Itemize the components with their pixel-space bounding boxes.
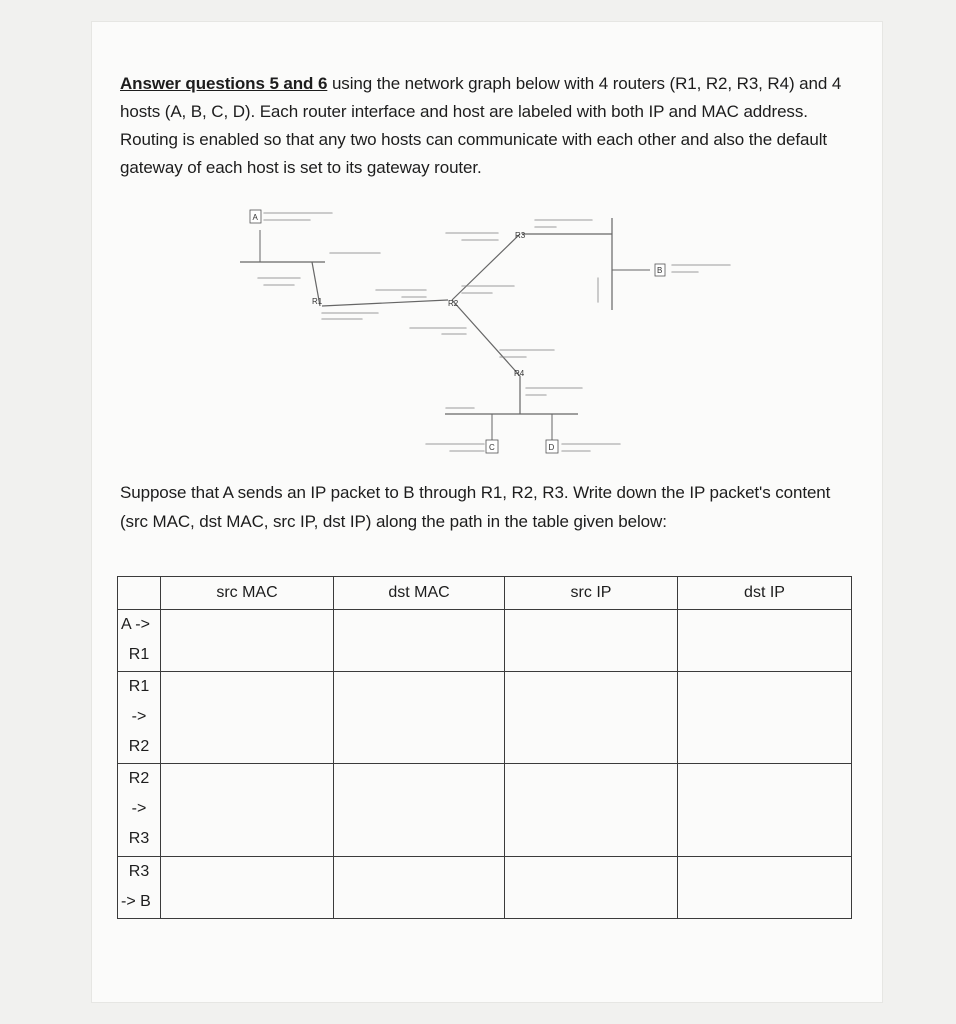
header-src-ip: src IP [505, 577, 678, 610]
host-a-label: A [252, 213, 258, 222]
cell-src-ip[interactable] [505, 672, 678, 764]
network-graph [230, 200, 770, 465]
hop-r1-r2 [118, 672, 161, 764]
packet-path-table [117, 576, 852, 919]
table-row [118, 610, 852, 672]
hop-text: R3 [128, 830, 150, 848]
header-src-mac: src MAC [161, 577, 334, 610]
hop-text: R2 [128, 738, 150, 755]
hop-text: R2 [128, 770, 150, 788]
cell-dst-ip[interactable] [678, 856, 852, 918]
hop-a-r1 [118, 610, 161, 672]
link-r1-r2 [322, 300, 448, 306]
cell-dst-ip[interactable] [678, 610, 852, 672]
cell-dst-mac[interactable] [334, 610, 505, 672]
cell-dst-mac[interactable] [334, 672, 505, 764]
cell-src-ip[interactable] [505, 856, 678, 918]
address-annotations [258, 213, 730, 451]
router-r4-label: R4 [514, 369, 525, 378]
cell-dst-ip[interactable] [678, 672, 852, 764]
host-d-label: D [548, 443, 555, 452]
network-diagram [230, 200, 770, 465]
hop-text: -> [131, 800, 147, 818]
link-r2-r4 [452, 300, 520, 376]
cell-src-mac[interactable] [161, 764, 334, 856]
intro-paragraph [120, 70, 860, 182]
header-blank [118, 577, 161, 610]
hop-text: R1 [128, 678, 150, 695]
header-dst-ip: dst IP [678, 577, 852, 610]
router-r2-label: R2 [448, 299, 459, 308]
cell-dst-mac[interactable] [334, 856, 505, 918]
hop-text: R3 [128, 862, 150, 880]
cell-src-ip[interactable] [505, 610, 678, 672]
router-r1-label: R1 [312, 297, 323, 306]
table-row [118, 856, 852, 918]
hop-text: -> B [121, 892, 151, 910]
hop-text: A -> [121, 616, 150, 633]
table-row [118, 672, 852, 764]
question-text: Suppose that A sends an IP packet to B through R1, R2, R3. Write down the IP packet's content (src MAC, dst MAC, src IP, dst IP) along the path in the table given below: [120, 483, 831, 531]
router-r3-label: R3 [515, 231, 526, 240]
host-b-label: B [657, 266, 663, 275]
hop-r3-b [118, 856, 161, 918]
table-row [118, 764, 852, 856]
header-dst-mac: dst MAC [334, 577, 505, 610]
cell-src-ip[interactable] [505, 764, 678, 856]
intro-text: using the network graph below with 4 routers (R1, R2, R3, R4) and 4 hosts (A, B, C, D). Each router interface and host are labeled with both IP and MAC address. Routing is enabled so that any two hosts can communicate with each other and also the default gateway of each host is set to its gateway router. [120, 74, 842, 177]
link-r2-r3 [452, 234, 520, 300]
intro-lead: Answer questions 5 and 6 [120, 74, 328, 93]
cell-dst-ip[interactable] [678, 764, 852, 856]
hop-text: R1 [128, 646, 150, 663]
cell-dst-mac[interactable] [334, 764, 505, 856]
hop-r2-r3 [118, 764, 161, 856]
cell-src-mac[interactable] [161, 672, 334, 764]
host-c-label: C [489, 443, 495, 452]
cell-src-mac[interactable] [161, 610, 334, 672]
hop-text: -> [131, 708, 147, 725]
cell-src-mac[interactable] [161, 856, 334, 918]
table-header-row [118, 577, 852, 610]
